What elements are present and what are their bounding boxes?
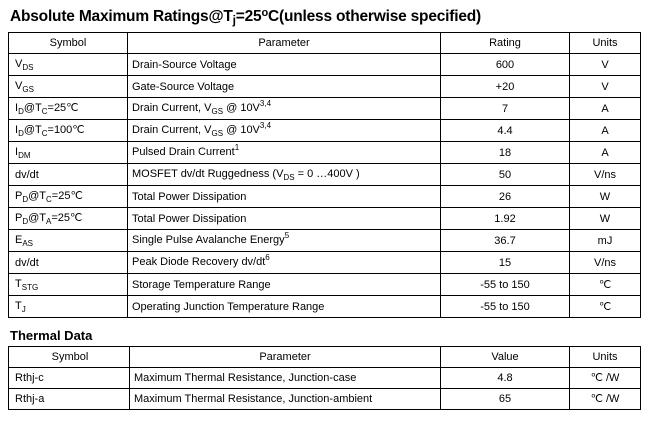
row-symbol: [9, 164, 128, 186]
thermal-table-body: [9, 368, 641, 410]
symbol-base: P: [15, 212, 23, 224]
symbol-subscript2: C: [41, 129, 48, 138]
page-title-sub: j: [232, 13, 236, 27]
table-row: [9, 208, 641, 230]
symbol-tail: @T: [28, 190, 47, 202]
table-row: [9, 164, 641, 186]
row-rating: 36.7: [441, 230, 570, 252]
row-symbol: [9, 252, 128, 274]
row-symbol: [9, 76, 128, 98]
row-parameter: Maximum Thermal Resistance, Junction-ambient: [130, 389, 441, 410]
symbol-base: V: [15, 58, 23, 70]
row-rating: 50: [441, 164, 570, 186]
table-header-row: [9, 33, 641, 54]
row-units: A: [570, 142, 641, 164]
table-row: [9, 54, 641, 76]
param-text: Pulsed Drain Current: [132, 146, 235, 158]
symbol-base: T: [15, 278, 22, 290]
param-text: Single Pulse Avalanche Energy: [132, 234, 285, 246]
table-row: [9, 230, 641, 252]
symbol-subscript2: C: [41, 107, 48, 116]
symbol-subscript: D: [22, 195, 29, 204]
param-tail: @ 10V: [223, 102, 260, 114]
row-symbol: [9, 142, 128, 164]
row-rating: -55 to 150: [441, 296, 570, 318]
param-text: Drain Current, V: [132, 102, 212, 114]
table-row: [9, 186, 641, 208]
header-parameter: Parameter: [130, 347, 441, 368]
row-units: A: [570, 98, 641, 120]
page-title: [10, 8, 641, 26]
row-units: V: [570, 76, 641, 98]
row-symbol: [9, 208, 128, 230]
row-rating: 26: [441, 186, 570, 208]
param-footnote: 3,4: [259, 99, 272, 108]
header-symbol: Symbol: [9, 347, 130, 368]
param-subscript: GS: [211, 107, 224, 116]
thermal-data-title: Thermal Data: [10, 328, 93, 343]
table-row: [9, 142, 641, 164]
param-footnote: 1: [234, 143, 240, 152]
table-row: [9, 368, 641, 389]
page-title-mid: =25: [235, 8, 262, 25]
table-row: [9, 252, 641, 274]
param-text: MOSFET dv/dt Ruggedness (V: [132, 168, 284, 180]
row-units: A: [570, 120, 641, 142]
symbol-subscript: STG: [21, 283, 39, 292]
row-rating: 4.4: [441, 120, 570, 142]
row-symbol: Rthj-c: [9, 368, 130, 389]
symbol-tail2: =25℃: [51, 212, 83, 224]
row-parameter: Gate-Source Voltage: [128, 76, 441, 98]
row-rating: 18: [441, 142, 570, 164]
param-tail: = 0 …400V ): [294, 168, 360, 180]
param-text: Peak Diode Recovery dv/dt: [132, 256, 266, 268]
row-parameter: [128, 98, 441, 120]
symbol-base: P: [15, 190, 23, 202]
symbol-subscript: DM: [18, 151, 31, 160]
row-symbol: [9, 98, 128, 120]
row-units: ℃: [570, 274, 641, 296]
page-title-sup: o: [261, 7, 269, 19]
row-parameter: [128, 230, 441, 252]
symbol-subscript: GS: [22, 85, 34, 94]
row-symbol: [9, 274, 128, 296]
table-row: [9, 389, 641, 410]
row-parameter: [128, 252, 441, 274]
symbol-base: E: [15, 234, 23, 246]
symbol-base: I: [15, 124, 19, 136]
row-symbol: [9, 186, 128, 208]
symbol-subscript: D: [18, 129, 24, 138]
row-parameter: Total Power Dissipation: [128, 186, 441, 208]
symbol-base: V: [15, 80, 23, 92]
param-footnote: 6: [265, 253, 270, 262]
row-symbol: [9, 120, 128, 142]
symbol-base: T: [15, 300, 22, 312]
row-rating: 1.92: [441, 208, 570, 230]
symbol-tail2: =25℃: [51, 190, 83, 202]
row-units: V/ns: [570, 164, 641, 186]
symbol-subscript: DS: [22, 63, 34, 72]
symbol-tail: @T: [23, 124, 42, 136]
symbol-base: I: [15, 102, 19, 114]
table-row: [9, 296, 641, 318]
row-parameter: [128, 164, 441, 186]
row-rating: 7: [441, 98, 570, 120]
header-parameter: Parameter: [128, 33, 441, 54]
symbol-subscript: J: [21, 305, 26, 314]
row-units: ℃: [570, 296, 641, 318]
symbol-base: I: [15, 146, 19, 158]
row-value: 65: [441, 389, 570, 410]
row-units: W: [570, 208, 641, 230]
absolute-maximum-ratings-table: [8, 32, 641, 318]
row-units: ℃ /W: [570, 368, 641, 389]
row-symbol: [9, 296, 128, 318]
row-rating: -55 to 150: [441, 274, 570, 296]
row-rating: 15: [441, 252, 570, 274]
page-title-suffix: C(unless otherwise specified): [268, 8, 481, 25]
header-units: Units: [570, 347, 641, 368]
row-parameter: [128, 142, 441, 164]
param-footnote: 5: [284, 231, 290, 240]
param-subscript: GS: [211, 129, 224, 138]
symbol-subscript2: C: [46, 195, 52, 204]
row-units: V/ns: [570, 252, 641, 274]
param-subscript: DS: [283, 173, 295, 182]
table-row: [9, 98, 641, 120]
symbol-subscript: D: [22, 217, 29, 226]
row-parameter: Storage Temperature Range: [128, 274, 441, 296]
symbol-subscript2: A: [46, 217, 52, 226]
symbol-base: dv/dt: [15, 256, 39, 269]
row-symbol: Rthj-a: [9, 389, 130, 410]
row-value: 4.8: [441, 368, 570, 389]
row-parameter: [128, 120, 441, 142]
symbol-subscript: D: [18, 107, 24, 116]
row-parameter: Total Power Dissipation: [128, 208, 441, 230]
row-units: ℃ /W: [570, 389, 641, 410]
param-tail: @ 10V: [223, 124, 260, 136]
table-row: [9, 76, 641, 98]
symbol-tail2: =100℃: [47, 124, 85, 136]
ratings-table-body: [9, 54, 641, 318]
table-row: [9, 274, 641, 296]
ratings-table-head: [9, 33, 641, 54]
row-units: W: [570, 186, 641, 208]
table-header-row: [9, 347, 641, 368]
row-symbol: [9, 54, 128, 76]
header-units: Units: [570, 33, 641, 54]
row-parameter: Drain-Source Voltage: [128, 54, 441, 76]
param-text: Drain Current, V: [132, 124, 212, 136]
param-footnote: 3,4: [259, 121, 272, 130]
row-symbol: [9, 230, 128, 252]
symbol-subscript: AS: [22, 239, 34, 248]
header-symbol: Symbol: [9, 33, 128, 54]
row-parameter: Operating Junction Temperature Range: [128, 296, 441, 318]
symbol-tail: @T: [23, 102, 42, 114]
thermal-table-head: [9, 347, 641, 368]
symbol-tail2: =25℃: [47, 102, 79, 114]
header-rating: Rating: [441, 33, 570, 54]
row-rating: 600: [441, 54, 570, 76]
header-value: Value: [441, 347, 570, 368]
thermal-data-table: [8, 346, 641, 410]
row-parameter: Maximum Thermal Resistance, Junction-case: [130, 368, 441, 389]
symbol-base: dv/dt: [15, 168, 39, 181]
symbol-tail: @T: [28, 212, 47, 224]
page-title-prefix: Absolute Maximum Ratings@T: [10, 8, 233, 25]
row-rating: +20: [441, 76, 570, 98]
row-units: V: [570, 54, 641, 76]
row-units: mJ: [570, 230, 641, 252]
table-row: [9, 120, 641, 142]
